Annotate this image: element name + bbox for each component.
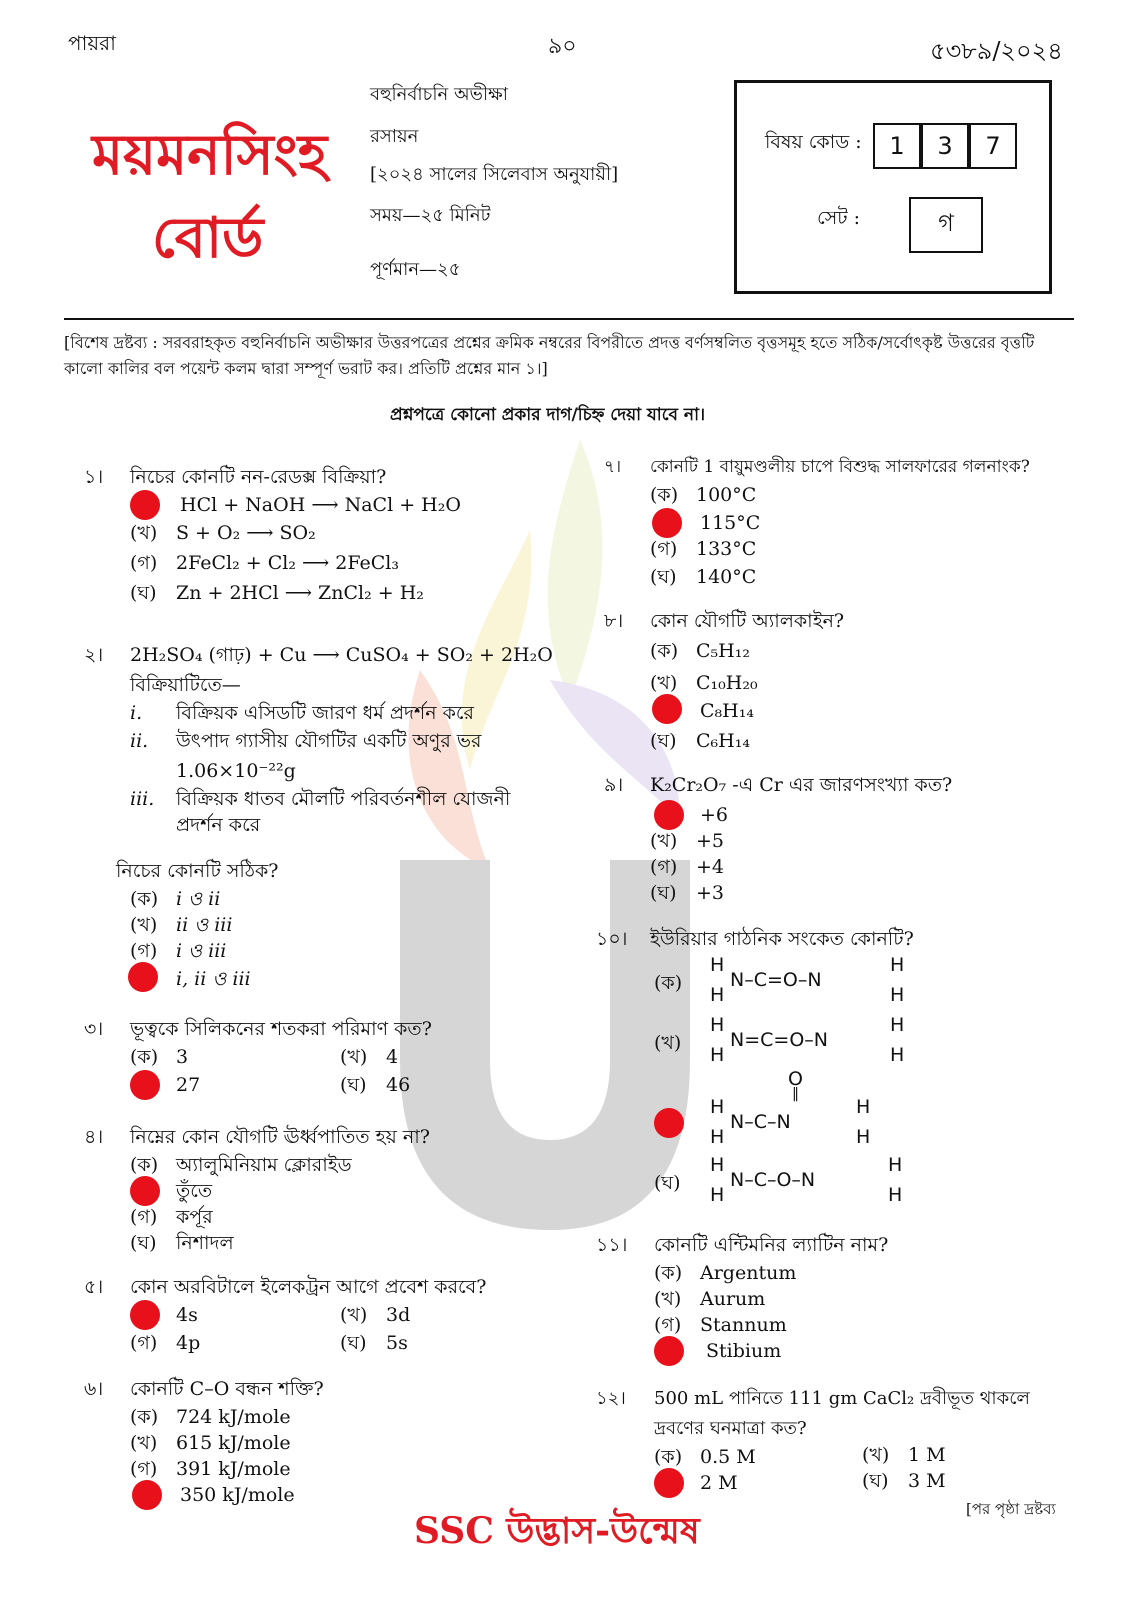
option-d: C₆H₁₄	[696, 730, 750, 752]
option-marker: (গ)	[130, 1458, 158, 1480]
h-atom: H	[710, 1096, 725, 1118]
statement-marker: ii.	[130, 730, 149, 752]
board-name-line1: ময়মনসিংহ	[92, 123, 328, 188]
question-text: ভূত্বকে সিলিকনের শতকরা পরিমাণ কত?	[130, 1018, 432, 1040]
question-text: কোনটি এন্টিমনির ল্যাটিন নাম?	[654, 1234, 889, 1256]
exam-marks: পূর্ণমান—২৫	[370, 259, 461, 280]
option-d: Stibium	[706, 1340, 782, 1362]
answer-dot	[654, 1468, 684, 1498]
o-atom: O	[788, 1068, 803, 1090]
question-text: নিম্নের কোন যৌগটি ঊর্ধ্বপাতিত হয় না?	[130, 1126, 430, 1148]
bond-text: N–C=O–N	[730, 969, 822, 991]
option-c: i ও iii	[176, 940, 227, 962]
option-b: C₁₀H₂₀	[696, 672, 758, 694]
option-b: 3d	[386, 1304, 411, 1326]
option-a: HCl + NaOH ⟶ NaCl + H₂O	[180, 494, 461, 516]
answer-dot	[652, 508, 682, 538]
h-atom: H	[890, 984, 905, 1006]
h-atom: H	[890, 1044, 905, 1066]
question-number: ৫।	[84, 1276, 104, 1298]
option-marker: (গ)	[650, 856, 678, 878]
option-marker: (ক)	[654, 972, 683, 994]
h-atom: H	[890, 1014, 905, 1036]
header-left: পায়রা	[68, 31, 116, 55]
option-d: 140°C	[696, 566, 757, 588]
option-marker: (গ)	[654, 1314, 682, 1336]
option-marker: (খ)	[340, 1304, 368, 1326]
answer-dot	[130, 1300, 160, 1330]
special-note: [বিশেষ দ্রষ্টব্য : সরবরাহকৃত বহুনির্বাচনি অভীক্ষার উত্তরপত্রের প্রশ্নের ক্রমিক নম্বরের বিপরীতে প্রদত্ত বর্ণসম্বলিত বৃত্তসমূহ হতে সঠিক/সর্বোৎকৃষ্ট উত্তরের বৃত্তটি কালো কালির বল পয়েন্ট কলম দ্বারা সম্পূর্ণ ভরাট কর। প্রতিটি প্রশ্নের মান ১।]	[64, 333, 1035, 378]
h-atom: H	[710, 984, 725, 1006]
answer-dot	[652, 694, 682, 724]
option-marker: (খ)	[130, 914, 158, 936]
option-marker: (গ)	[130, 940, 158, 962]
option-marker: (ঘ)	[130, 582, 157, 604]
option-c: 4p	[176, 1332, 201, 1354]
option-b: Aurum	[700, 1288, 766, 1310]
option-marker: (ঘ)	[654, 1172, 681, 1194]
option-d: 350 kJ/mole	[180, 1484, 295, 1506]
option-marker: (গ)	[130, 1332, 158, 1354]
answer-dot	[654, 800, 684, 830]
code-panel	[734, 80, 1052, 294]
option-marker: (খ)	[130, 522, 158, 544]
option-a: 0.5 M	[700, 1446, 756, 1468]
set-box	[909, 197, 983, 253]
h-atom: H	[856, 1126, 871, 1148]
option-marker: (ক)	[130, 1154, 159, 1176]
option-marker: (ক)	[130, 1046, 159, 1068]
option-marker: (ক)	[130, 888, 159, 910]
question-ask: নিচের কোনটি সঠিক?	[116, 860, 279, 882]
option-d: +3	[696, 882, 725, 904]
option-d: Zn + 2HCl ⟶ ZnCl₂ + H₂	[176, 582, 424, 604]
answer-dot	[130, 1070, 160, 1100]
question-text: নিচের কোনটি নন-রেডক্স বিক্রিয়া?	[130, 466, 387, 488]
statement-marker: i.	[130, 702, 143, 724]
question-number: ২।	[84, 644, 104, 666]
question-text: কোন অরবিটালে ইলেকট্রন আগে প্রবেশ করবে?	[130, 1276, 487, 1298]
exam-syllabus: [২০২৪ সালের সিলেবাস অনুযায়ী]	[370, 164, 619, 185]
warning-text: প্রশ্নপত্রে কোনো প্রকার দাগ/চিহ্ন দেয়া যাবে না।	[390, 405, 706, 425]
option-marker: (খ)	[340, 1046, 368, 1068]
answer-dot	[654, 1336, 684, 1366]
h-atom: H	[888, 1154, 903, 1176]
option-marker: (ক)	[130, 1406, 159, 1428]
answer-dot	[130, 490, 160, 520]
h-atom: H	[890, 954, 905, 976]
exam-type: বহুনির্বাচনি অভীক্ষা	[370, 84, 508, 105]
statement-ii: উৎপাদ গ্যাসীয় যৌগটির একটি অণুর ভর	[176, 730, 482, 752]
footer-brand: SSC উদ্ভাস-উন্মেষ	[414, 1510, 700, 1552]
option-c: +4	[696, 856, 725, 878]
h-atom: H	[710, 1014, 725, 1036]
bond-text: N=C=O–N	[730, 1029, 828, 1051]
code-digit: 1	[873, 123, 921, 169]
question-number: ৬।	[84, 1378, 104, 1400]
divider	[64, 318, 1074, 320]
page-number: ৯০	[548, 34, 577, 59]
option-marker: (ঘ)	[650, 882, 677, 904]
set-label: সেট :	[817, 207, 861, 229]
option-c: C₈H₁₄	[700, 700, 754, 722]
option-marker: (খ)	[654, 1032, 682, 1054]
option-marker: (ঘ)	[862, 1470, 889, 1492]
bond-text: N–C–N	[730, 1111, 791, 1133]
answer-dot	[132, 1480, 162, 1510]
question-number: ১।	[84, 466, 104, 488]
option-a: 100°C	[696, 484, 757, 506]
question-text: 2H₂SO₄ (গাঢ়) + Cu ⟶ CuSO₄ + SO₂ + 2H₂O	[130, 644, 553, 666]
question-number: ১০।	[596, 928, 628, 950]
option-c: 133°C	[696, 538, 757, 560]
option-d: নিশাদল	[176, 1232, 234, 1254]
option-marker: (গ)	[130, 1206, 158, 1228]
exam-subject: রসায়ন	[370, 126, 419, 147]
option-c: 2FeCl₂ + Cl₂ ⟶ 2FeCl₃	[176, 552, 399, 574]
statement-iii-cont: প্রদর্শন করে	[176, 814, 261, 836]
set-value: গ	[909, 197, 983, 253]
question-text: ইউরিয়ার গাঠনিক সংকেত কোনটি?	[650, 928, 914, 950]
question-text: 500 mL পানিতে 111 gm CaCl₂ দ্রবীভূত থাকলে	[654, 1388, 1030, 1409]
option-marker: (গ)	[650, 538, 678, 560]
option-marker: (ঘ)	[340, 1074, 367, 1096]
option-b: +5	[696, 830, 725, 852]
option-marker: (খ)	[650, 830, 678, 852]
answer-dot	[130, 1176, 160, 1206]
option-marker: (ক)	[650, 640, 679, 662]
option-c: কর্পূর	[176, 1206, 213, 1228]
h-atom: H	[710, 1126, 725, 1148]
option-b: S + O₂ ⟶ SO₂	[176, 522, 316, 544]
option-marker: (ঘ)	[340, 1332, 367, 1354]
option-a: 3	[176, 1046, 189, 1068]
statement-iii: বিক্রিয়ক ধাতব মৌলটি পরিবর্তনশীল যোজনী	[176, 788, 511, 810]
h-atom: H	[710, 1184, 725, 1206]
question-text-2: দ্রবণের ঘনমাত্রা কত?	[654, 1418, 807, 1439]
question-number: ৭।	[604, 457, 622, 477]
option-a: Argentum	[700, 1262, 797, 1284]
h-atom: H	[710, 1154, 725, 1176]
option-marker: (খ)	[654, 1288, 682, 1310]
option-b: ii ও iii	[176, 914, 233, 936]
option-marker: (ঘ)	[650, 730, 677, 752]
h-atom: H	[888, 1184, 903, 1206]
exam-time: সময়—২৫ মিনিট	[370, 205, 491, 226]
option-a: C₅H₁₂	[696, 640, 750, 662]
option-marker: (ক)	[654, 1446, 683, 1468]
question-text: কোনটি C–O বন্ধন শক্তি?	[130, 1378, 324, 1400]
option-b: 115°C	[700, 512, 761, 534]
code-digit: 7	[969, 123, 1017, 169]
option-d: 5s	[386, 1332, 408, 1354]
code-digit: 3	[921, 123, 969, 169]
answer-dot	[128, 962, 158, 992]
option-b: তুঁতে	[176, 1180, 213, 1202]
question-text: কোন যৌগটি অ্যালকাইন?	[650, 610, 845, 632]
option-b: 4	[386, 1046, 399, 1068]
option-d: 3 M	[908, 1470, 946, 1492]
option-c: Stannum	[700, 1314, 787, 1336]
subject-code-digits	[873, 123, 1017, 169]
next-page-note: [পর পৃষ্ঠা দ্রষ্টব্য	[966, 1500, 1056, 1518]
option-marker: (ঘ)	[130, 1232, 157, 1254]
option-a: 724 kJ/mole	[176, 1406, 291, 1428]
option-marker: (খ)	[862, 1444, 890, 1466]
option-b: 615 kJ/mole	[176, 1432, 291, 1454]
subject-code-label: বিষয় কোড :	[765, 131, 862, 153]
option-b: 1 M	[908, 1444, 946, 1466]
question-number: ৪।	[84, 1126, 104, 1148]
option-d: 46	[386, 1074, 411, 1096]
option-a: অ্যালুমিনিয়াম ক্লোরাইড	[176, 1154, 352, 1176]
question-number: ৩।	[84, 1018, 104, 1040]
option-a: i ও ii	[176, 888, 221, 910]
option-c: 391 kJ/mole	[176, 1458, 291, 1480]
answer-dot	[654, 1108, 684, 1138]
option-marker: (খ)	[650, 672, 678, 694]
option-a: 4s	[176, 1304, 198, 1326]
option-c: 2 M	[700, 1472, 738, 1494]
question-text: K₂Cr₂O₇ -এ Cr এর জারণসংখ্যা কত?	[650, 774, 953, 796]
board-name-line2: বোর্ড	[152, 206, 264, 271]
question-number: ৯।	[604, 774, 624, 796]
option-marker: (গ)	[130, 552, 158, 574]
question-number: ১২।	[596, 1388, 626, 1409]
option-c: 27	[176, 1074, 201, 1096]
question-number: ১১।	[596, 1234, 628, 1256]
bond-text: N–C–O–N	[730, 1169, 816, 1191]
option-marker: (ক)	[650, 484, 679, 506]
h-atom: H	[710, 1044, 725, 1066]
option-marker: (খ)	[130, 1432, 158, 1454]
question-text: কোনটি 1 বায়ুমণ্ডলীয় চাপে বিশুদ্ধ সালফারের গলনাংক?	[650, 457, 1030, 477]
question-text-2: বিক্রিয়াটিতে—	[130, 674, 241, 696]
h-atom: H	[856, 1096, 871, 1118]
option-marker: (ঘ)	[650, 566, 677, 588]
h-atom: H	[710, 954, 725, 976]
option-d: i, ii ও iii	[176, 968, 251, 990]
option-a: +6	[700, 804, 729, 826]
option-marker: (ক)	[654, 1262, 683, 1284]
statement-ii-cont: 1.06×10⁻²²g	[176, 760, 296, 782]
header-code: ৫৩৮৯/২০২৪	[930, 37, 1063, 65]
question-number: ৮।	[604, 610, 624, 632]
statement-marker: iii.	[130, 788, 155, 810]
statement-i: বিক্রিয়ক এসিডটি জারণ ধর্ম প্রদর্শন করে	[176, 702, 475, 724]
